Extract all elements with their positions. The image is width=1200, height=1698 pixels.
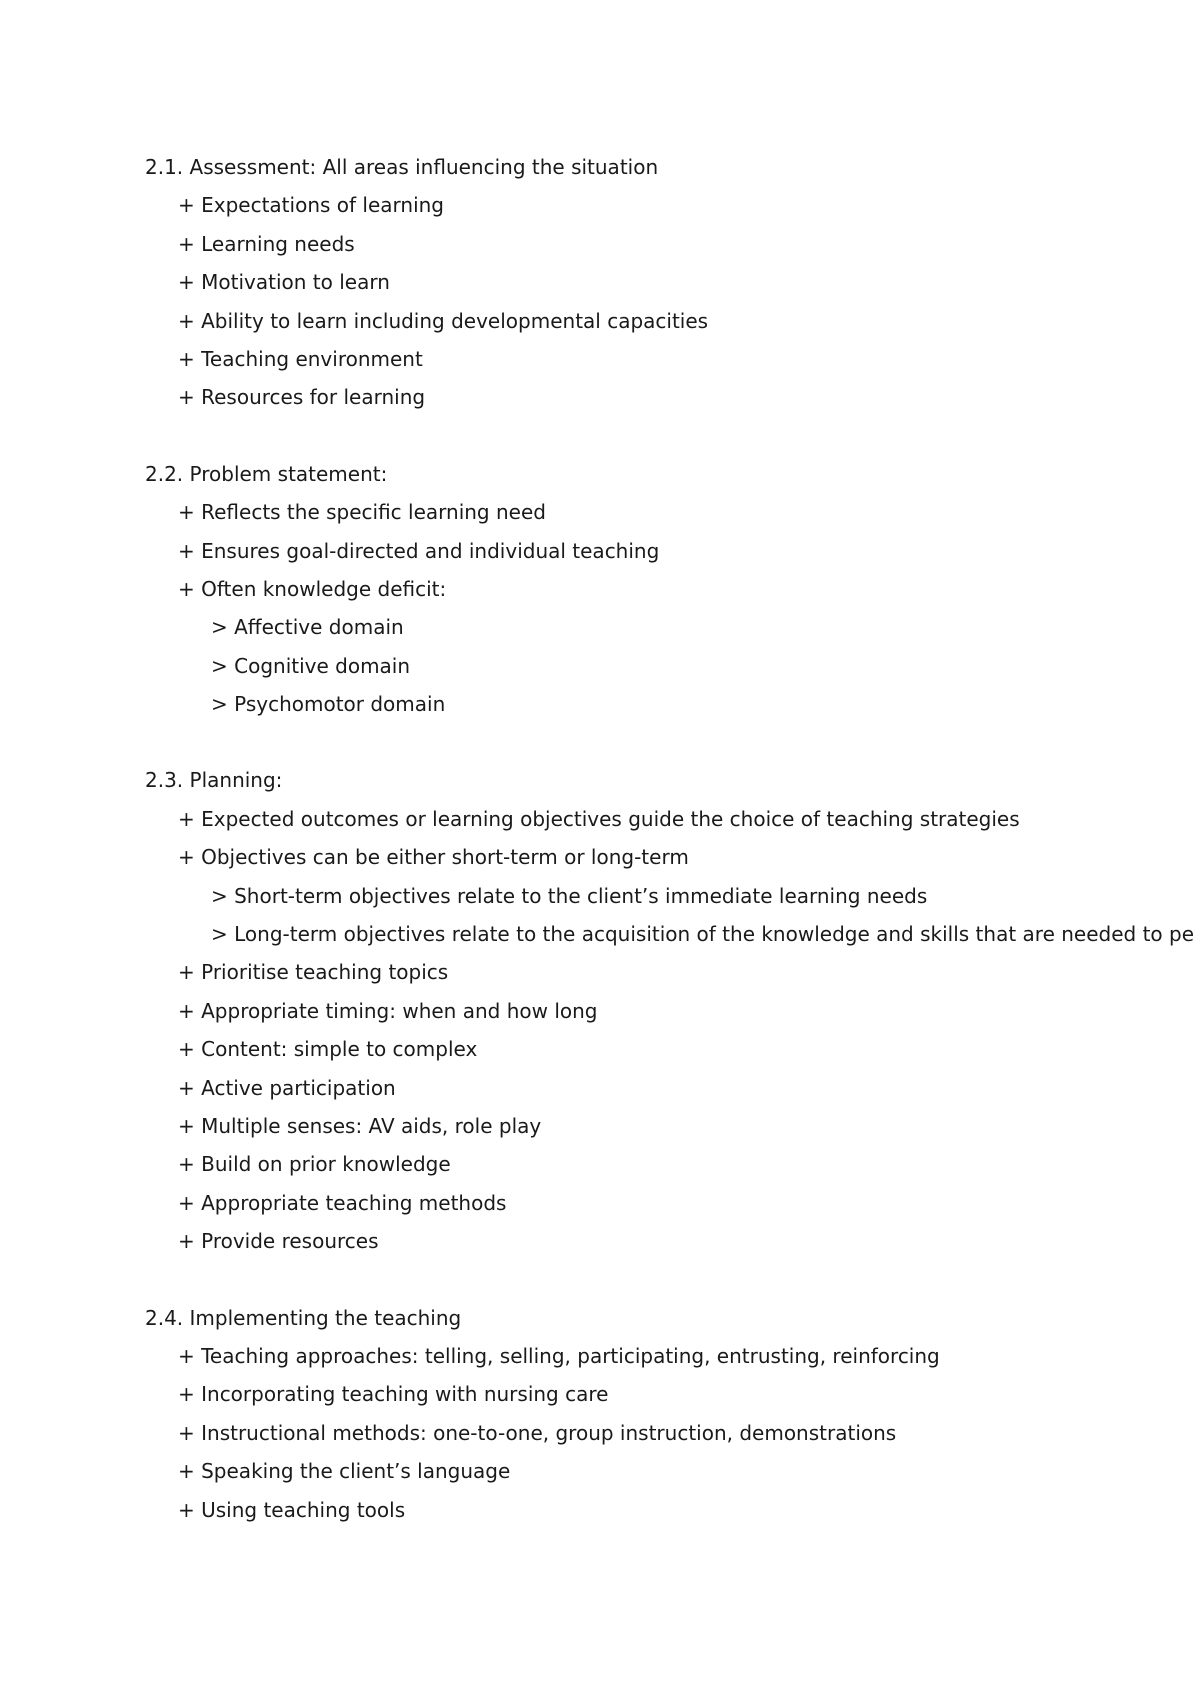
list-item: + Motivation to learn (178, 270, 390, 295)
list-item: + Build on prior knowledge (178, 1152, 451, 1177)
list-item: + Reflects the specific learning need (178, 500, 546, 525)
list-item: + Provide resources (178, 1229, 379, 1254)
section (145, 1299, 1200, 1529)
list-item: + Expectations of learning (178, 193, 444, 218)
list-item: + Appropriate timing: when and how long (178, 998, 598, 1023)
section (145, 148, 1200, 417)
list-item: + Appropriate teaching methods (178, 1190, 507, 1215)
section-heading: 2.2. Problem statement: (145, 461, 388, 486)
section (145, 761, 1200, 1260)
sub-list-item: > Cognitive domain (211, 653, 411, 678)
list-item: + Instructional methods: one-to-one, group instruction, demonstrations (178, 1420, 897, 1445)
section (145, 455, 1200, 724)
list-item: + Content: simple to complex (178, 1037, 478, 1062)
sub-list-item: > Affective domain (211, 615, 404, 640)
section-heading: 2.3. Planning: (145, 768, 283, 793)
document-body (145, 148, 1200, 1567)
sub-list-item: > Long-term objectives relate to the acquisition of the knowledge and skills that are needed to pe (211, 922, 1194, 947)
list-item: + Objectives can be either short-term or long-term (178, 845, 689, 870)
list-item: + Often knowledge deficit: (178, 576, 447, 601)
list-item: + Active participation (178, 1075, 396, 1100)
list-item: + Incorporating teaching with nursing care (178, 1382, 609, 1407)
list-item: + Ensures goal-directed and individual teaching (178, 538, 660, 563)
list-item: + Speaking the client’s language (178, 1459, 511, 1484)
sub-list-item: > Psychomotor domain (211, 692, 446, 717)
list-item: + Teaching approaches: telling, selling, participating, entrusting, reinforcing (178, 1343, 940, 1368)
list-item: + Learning needs (178, 231, 355, 256)
list-item: + Multiple senses: AV aids, role play (178, 1113, 542, 1138)
list-item: + Ability to learn including developmental capacities (178, 308, 709, 333)
list-item: + Expected outcomes or learning objectives guide the choice of teaching strategies (178, 806, 1020, 831)
list-item: + Resources for learning (178, 385, 426, 410)
list-item: + Teaching environment (178, 346, 423, 371)
sub-list-item: > Short-term objectives relate to the client’s immediate learning needs (211, 883, 928, 908)
list-item: + Using teaching tools (178, 1497, 406, 1522)
list-item: + Prioritise teaching topics (178, 960, 449, 985)
section-heading: 2.4. Implementing the teaching (145, 1305, 462, 1330)
section-heading: 2.1. Assessment: All areas influencing the situation (145, 155, 659, 179)
